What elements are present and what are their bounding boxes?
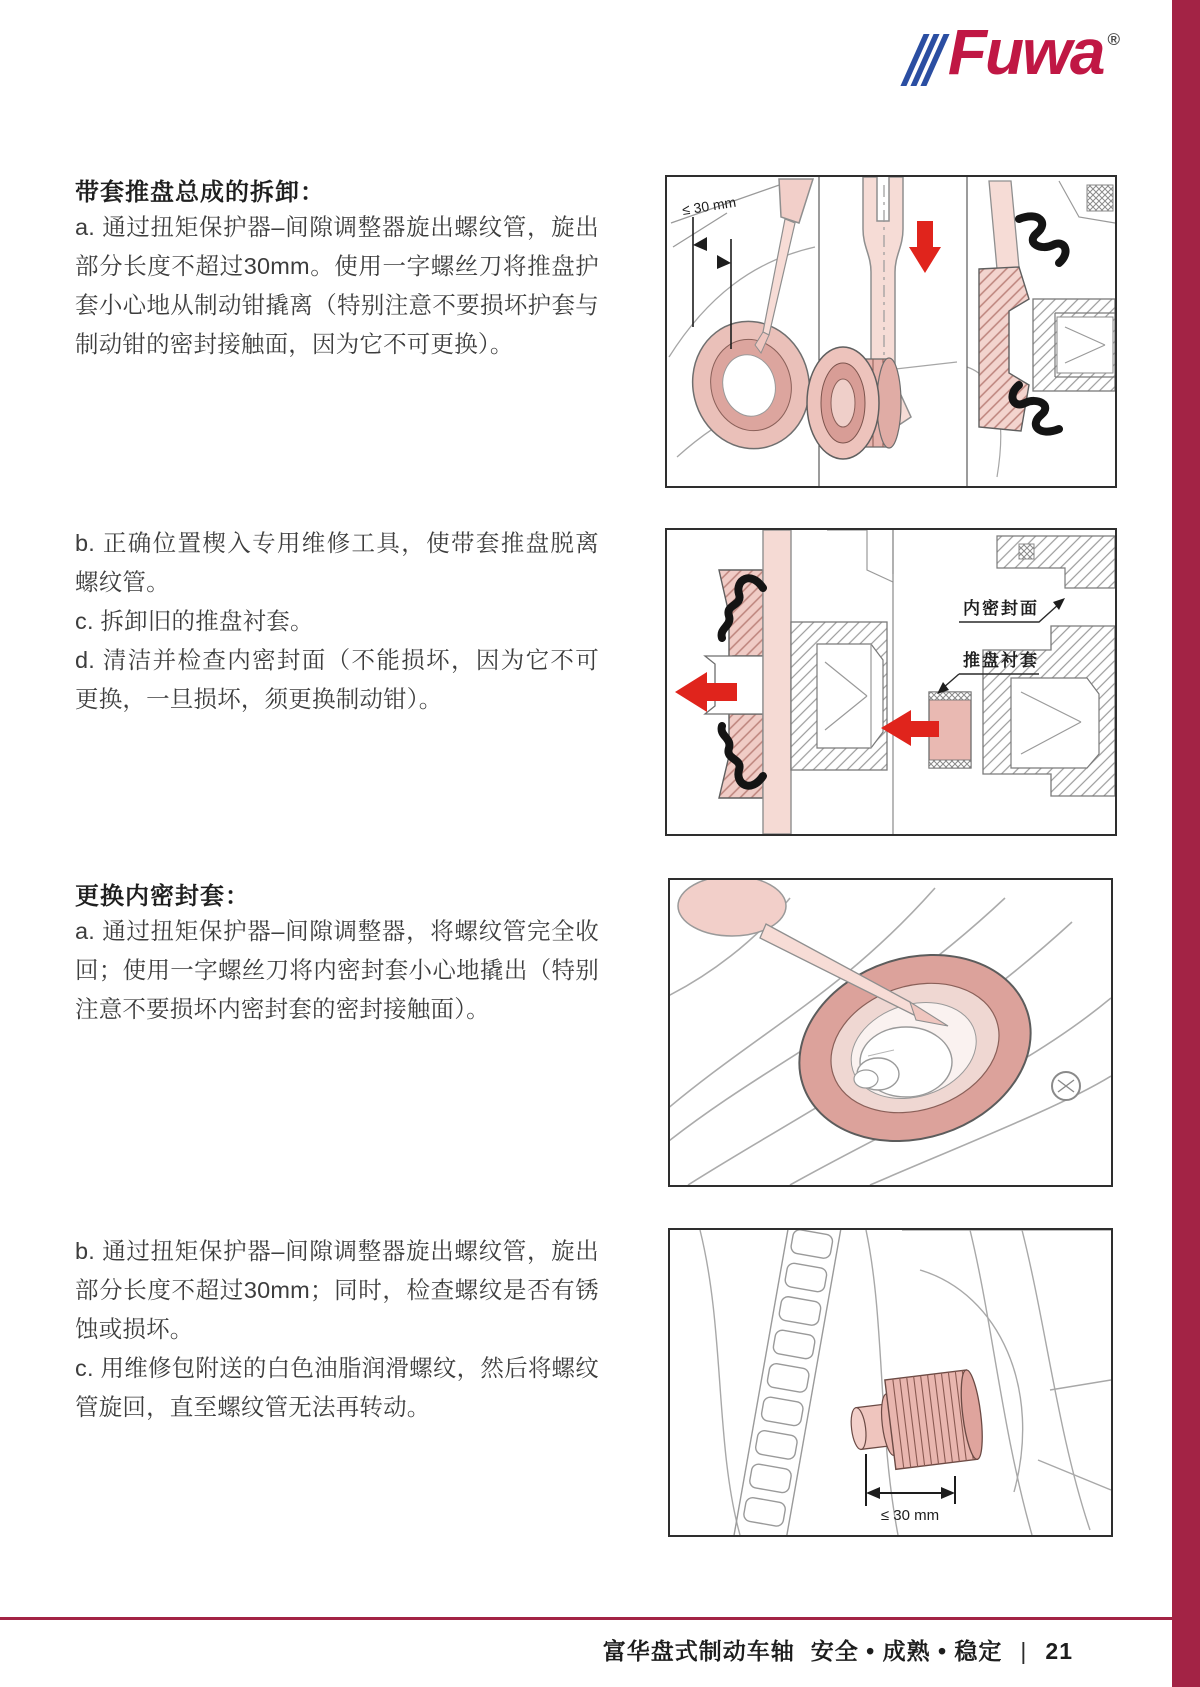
fig1-left-view [669, 179, 823, 461]
step-a-text: a. 通过扭矩保护器–间隙调整器旋出螺纹管，旋出部分长度不超过30mm。使用一字螺丝刀将推盘护套小心地从制动钳撬离（特别注意不要损坏护套与制动钳的密封接触面，因为它不可更换）。 [75, 214, 599, 357]
figure-threaded-tube [668, 1228, 1113, 1537]
figure-threaded-tube-art [670, 1230, 1111, 1535]
figure-pry-boot-art [667, 177, 1115, 486]
figure-wedge-tool [665, 528, 1117, 836]
inner-seal-label: 内密封面 [963, 599, 1039, 618]
footer-slogan: 安全 • 成熟 • 稳定 [810, 1638, 1003, 1664]
roller-bearing-strip [734, 1230, 842, 1535]
red-arrow-down-icon [909, 221, 941, 273]
footer-page-number: 21 [1045, 1638, 1073, 1664]
footer-product: 富华盘式制动车轴 [602, 1638, 795, 1664]
heading-seal: 更换内密封套： [75, 883, 250, 910]
seal-step-b-text: b. 通过扭矩保护器–间隙调整器旋出螺纹管，旋出部分长度不超过30mm；同时，检查螺纹是否有锈蚀或损坏。 [75, 1238, 599, 1342]
footer [603, 1633, 1073, 1666]
fig2-left-section [675, 530, 893, 834]
footer-rule [0, 1617, 1172, 1620]
logo-text: Fuwa [947, 16, 1104, 88]
step-c-text: c. 拆卸旧的推盘衬套。 [75, 608, 314, 634]
fig2-right-section [881, 536, 1115, 796]
paragraph-seal-bc [75, 1232, 599, 1427]
push-plate-disc [679, 309, 823, 461]
paragraph-seal-a [75, 912, 599, 1029]
wedge-tool-plate [763, 530, 791, 834]
screw-head [1052, 1072, 1080, 1100]
logo-slashes-icon [912, 34, 942, 86]
threaded-tube-front [807, 347, 901, 459]
paragraph-removal-a [75, 208, 599, 364]
fig1-dimension-label: ≤ 30 mm [680, 193, 738, 218]
seal-step-c-text: c. 用维修包附送的白色油脂润滑螺纹，然后将螺纹管旋回，直至螺纹管无法再转动。 [75, 1355, 599, 1420]
paragraph-removal-bcd [75, 524, 599, 719]
figure-wedge-tool-art [667, 530, 1115, 834]
figure-pry-boot [665, 175, 1117, 488]
heading-removal: 带套推盘总成的拆卸： [75, 179, 325, 206]
fig1-middle-view [807, 177, 1001, 477]
step-d-text: d. 清洁并检查内密封面（不能损坏，因为它不可更换，一旦损坏，须更换制动钳）。 [75, 647, 599, 712]
figure-pry-seal [668, 878, 1113, 1187]
threaded-tube [846, 1369, 986, 1474]
inner-seal-callout [959, 598, 1065, 622]
bushing-label: 推盘衬套 [963, 651, 1039, 670]
fuwa-logo [912, 16, 1120, 88]
fig4-dimension-label: ≤ 30 mm [880, 1507, 940, 1524]
page-edge-band [1172, 0, 1200, 1687]
seal-step-a-text: a. 通过扭矩保护器–间隙调整器，将螺纹管完全收回；使用一字螺丝刀将内密封套小心地撬出（特别注意不要损坏内密封套的密封接触面）。 [75, 918, 599, 1022]
step-b-text: b. 正确位置楔入专用维修工具，使带套推盘脱离螺纹管。 [75, 530, 599, 595]
fig1-right-section [979, 181, 1115, 432]
seal-profile-top [1019, 216, 1066, 263]
footer-divider: | [1020, 1638, 1028, 1664]
screwdriver-icon [678, 880, 948, 1026]
figure-pry-seal-art [670, 880, 1111, 1185]
registered-mark: ® [1107, 30, 1120, 49]
